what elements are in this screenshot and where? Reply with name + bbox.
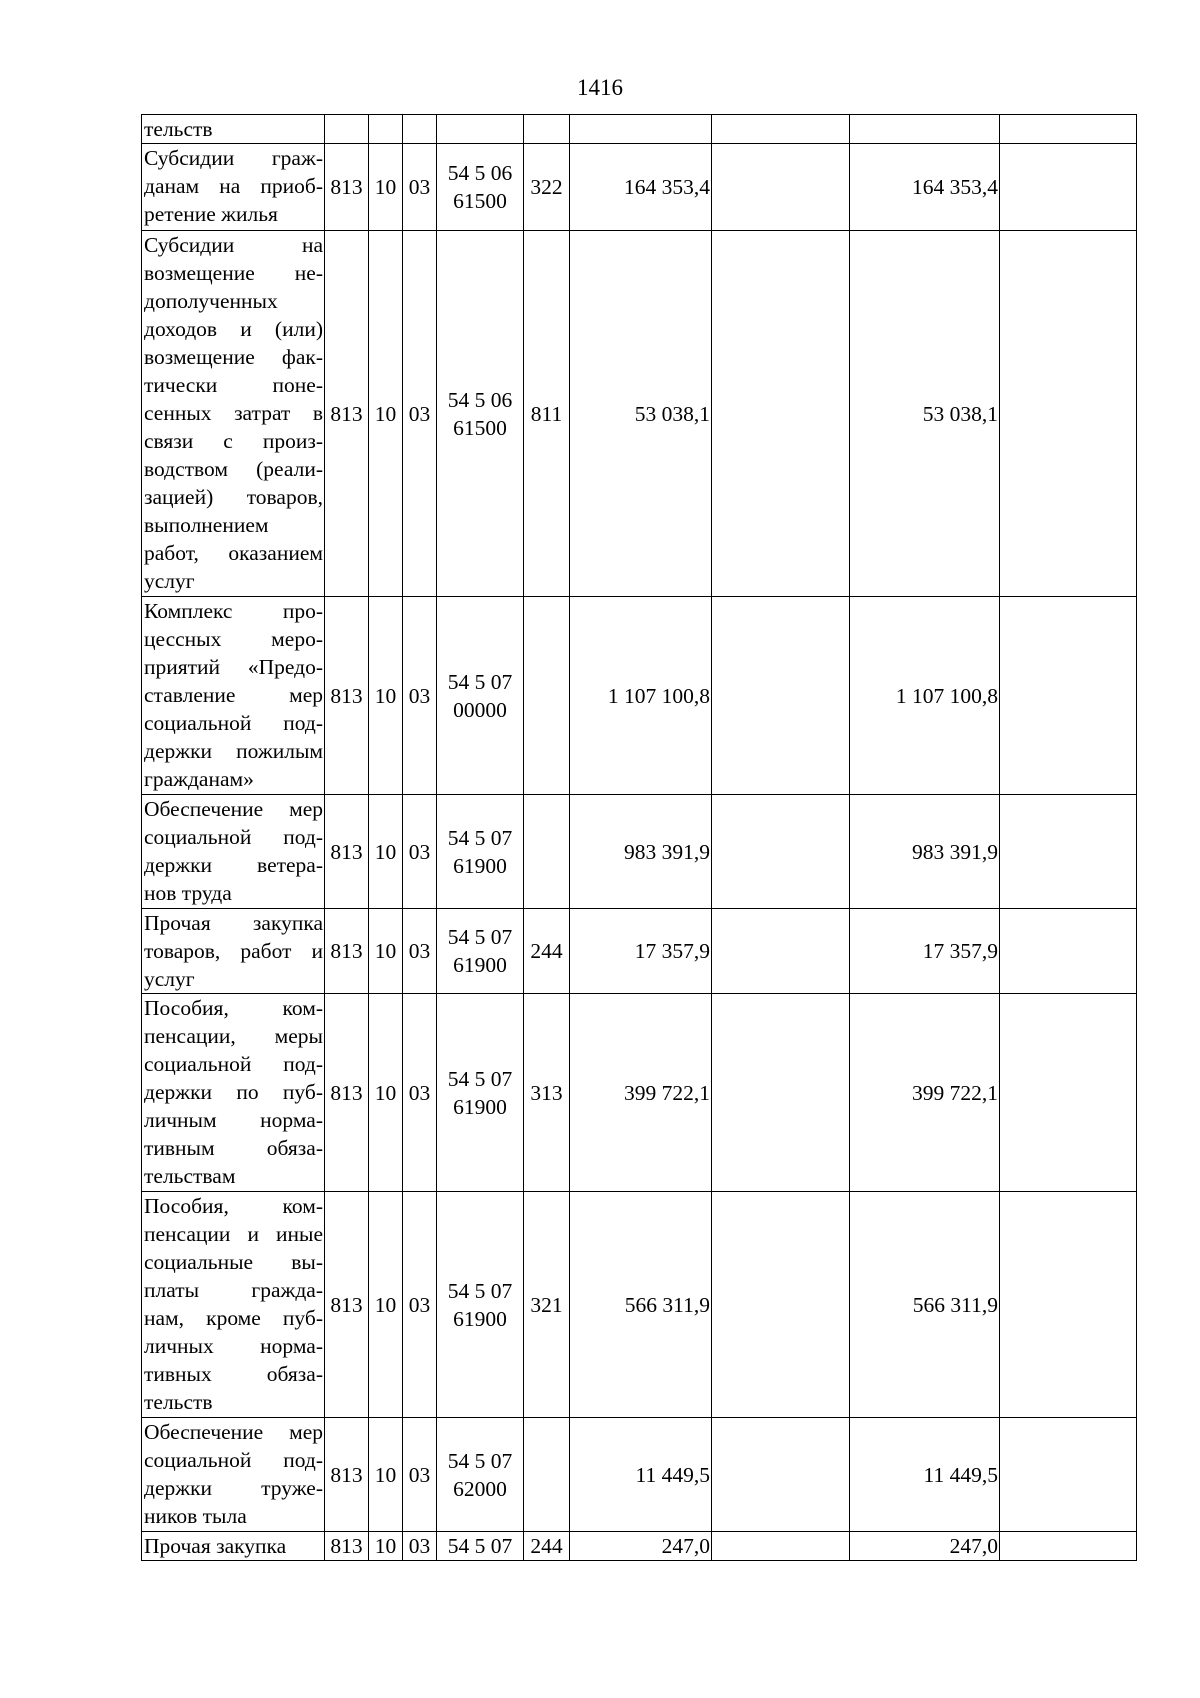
row-name-line: нам, кроме пуб- xyxy=(144,1306,323,1330)
row-amount3-cell: 247,0 xyxy=(850,1532,1000,1561)
row-amount2-cell xyxy=(712,597,850,795)
row-name-line: доходов и (или) xyxy=(144,317,323,341)
row-name-line: личных норма- xyxy=(144,1334,323,1358)
row-target-article-cell xyxy=(437,144,524,231)
row-amount2-cell xyxy=(712,144,850,231)
row-subsection-cell: 03 xyxy=(403,994,437,1192)
row-grbs-cell: 813 xyxy=(325,1418,369,1532)
row-amount3-cell: 17 357,9 xyxy=(850,909,1000,994)
row-name-line: нов труда xyxy=(144,881,232,905)
row-target-article-cell xyxy=(437,231,524,597)
row-amount2-cell xyxy=(712,1192,850,1418)
row-amount4-cell xyxy=(1000,795,1137,909)
row-section-cell: 10 xyxy=(369,144,403,231)
row-amount4-cell xyxy=(1000,115,1137,144)
row-name-line: дополученных xyxy=(144,289,278,313)
row-amount3-cell: 53 038,1 xyxy=(850,231,1000,597)
row-name-line: водством (реали- xyxy=(144,457,323,481)
row-amount1-cell: 11 449,5 xyxy=(570,1418,712,1532)
table-row xyxy=(142,909,1137,994)
row-name-line: Комплекс про- xyxy=(144,599,323,623)
row-amount1-cell: 53 038,1 xyxy=(570,231,712,597)
row-section-cell: 10 xyxy=(369,909,403,994)
row-name-line: платы гражда- xyxy=(144,1278,323,1302)
row-target-article-cell xyxy=(437,994,524,1192)
row-name-line: тельств xyxy=(144,117,213,141)
table-row xyxy=(142,1532,1137,1561)
row-name-line: держки по пуб- xyxy=(144,1080,323,1104)
row-name-cell xyxy=(142,115,325,144)
row-amount1-cell: 983 391,9 xyxy=(570,795,712,909)
row-name-cell xyxy=(142,909,325,994)
row-name-line: держки ветера- xyxy=(144,853,323,877)
row-target-article-cell xyxy=(437,115,524,144)
row-name-line: социальной под- xyxy=(144,1052,323,1076)
row-amount1-cell: 164 353,4 xyxy=(570,144,712,231)
row-amount2-cell xyxy=(712,1418,850,1532)
row-name-line: тивных обяза- xyxy=(144,1362,323,1386)
row-grbs-cell: 813 xyxy=(325,909,369,994)
row-name-line: тельствам xyxy=(144,1164,236,1188)
row-subsection-cell: 03 xyxy=(403,1418,437,1532)
row-amount4-cell xyxy=(1000,597,1137,795)
row-name-line: зацией) товаров, xyxy=(144,485,323,509)
row-name-line: Субсидии граж- xyxy=(144,146,323,170)
row-name-line: социальные вы- xyxy=(144,1250,323,1274)
row-name-cell xyxy=(142,795,325,909)
table-row xyxy=(142,144,1137,231)
row-target-article-line: 62000 xyxy=(453,1476,507,1501)
row-expense-type-cell xyxy=(524,115,570,144)
row-name-line: связи с произ- xyxy=(144,429,323,453)
row-expense-type-cell: 321 xyxy=(524,1192,570,1418)
row-amount4-cell xyxy=(1000,909,1137,994)
table-body xyxy=(142,115,1137,1561)
row-amount1-cell: 566 311,9 xyxy=(570,1192,712,1418)
row-name-line: сенных затрат в xyxy=(144,401,323,425)
row-target-article-line: 61900 xyxy=(453,1094,507,1119)
row-target-article-line: 54 5 07 xyxy=(447,825,513,850)
row-section-cell xyxy=(369,115,403,144)
row-target-article-line: 00000 xyxy=(453,697,507,722)
row-amount3-cell: 11 449,5 xyxy=(850,1418,1000,1532)
row-amount2-cell xyxy=(712,1532,850,1561)
row-grbs-cell: 813 xyxy=(325,597,369,795)
row-name-line: товаров, работ и xyxy=(144,939,323,963)
row-name-line: данам на приоб- xyxy=(144,174,323,198)
table-row xyxy=(142,1192,1137,1418)
row-target-article-line: 61500 xyxy=(453,189,507,213)
row-name-cell xyxy=(142,1192,325,1418)
row-name-line: Субсидии на xyxy=(144,233,323,257)
budget-table xyxy=(141,114,1137,1561)
row-name-line: работ, оказанием xyxy=(144,541,323,565)
row-target-article-line: 54 5 06 xyxy=(447,387,513,412)
row-grbs-cell: 813 xyxy=(325,1192,369,1418)
row-name-line: Обеспечение мер xyxy=(144,797,323,821)
row-name-line: социальной под- xyxy=(144,711,323,735)
row-amount3-cell xyxy=(850,115,1000,144)
row-subsection-cell: 03 xyxy=(403,144,437,231)
row-name-line: пенсации, меры xyxy=(144,1024,323,1048)
row-subsection-cell xyxy=(403,115,437,144)
row-target-article-line: 61500 xyxy=(453,415,507,440)
row-target-article-line: 54 5 07 xyxy=(447,669,513,694)
row-section-cell: 10 xyxy=(369,597,403,795)
row-amount4-cell xyxy=(1000,1418,1137,1532)
row-section-cell: 10 xyxy=(369,994,403,1192)
row-name-cell xyxy=(142,144,325,231)
table-row xyxy=(142,1418,1137,1532)
row-name-line: приятий «Предо- xyxy=(144,655,323,679)
row-name-line: услуг xyxy=(144,569,195,593)
row-section-cell: 10 xyxy=(369,1192,403,1418)
table-row xyxy=(142,994,1137,1192)
row-name-line: социальной под- xyxy=(144,825,323,849)
row-target-article-line: 54 5 07 xyxy=(447,925,513,949)
row-subsection-cell: 03 xyxy=(403,231,437,597)
row-name-line: гражданам» xyxy=(144,767,254,791)
row-subsection-cell: 03 xyxy=(403,795,437,909)
row-grbs-cell: 813 xyxy=(325,231,369,597)
row-expense-type-cell: 811 xyxy=(524,231,570,597)
row-subsection-cell: 03 xyxy=(403,1192,437,1418)
row-section-cell: 10 xyxy=(369,231,403,597)
row-amount1-cell: 1 107 100,8 xyxy=(570,597,712,795)
row-target-article-cell xyxy=(437,795,524,909)
row-name-line: цессных меро- xyxy=(144,627,323,651)
row-name-cell xyxy=(142,597,325,795)
row-amount3-cell: 983 391,9 xyxy=(850,795,1000,909)
row-target-article-cell xyxy=(437,597,524,795)
row-amount4-cell xyxy=(1000,144,1137,231)
row-amount1-cell: 399 722,1 xyxy=(570,994,712,1192)
row-subsection-cell: 03 xyxy=(403,1532,437,1561)
row-name-line: ников тыла xyxy=(144,1504,247,1528)
row-expense-type-cell: 244 xyxy=(524,1532,570,1561)
row-name-line: выполнением xyxy=(144,513,269,537)
row-amount4-cell xyxy=(1000,1192,1137,1418)
table-row xyxy=(142,115,1137,144)
row-target-article-cell xyxy=(437,1192,524,1418)
row-name-line: тивным обяза- xyxy=(144,1136,323,1160)
row-name-line: держки пожилым xyxy=(144,739,323,763)
row-amount2-cell xyxy=(712,994,850,1192)
row-name-line: Прочая закупка xyxy=(144,911,323,935)
row-grbs-cell: 813 xyxy=(325,144,369,231)
row-amount1-cell: 247,0 xyxy=(570,1532,712,1561)
row-name-line: возмещение фак- xyxy=(144,345,323,369)
row-expense-type-cell: 244 xyxy=(524,909,570,994)
row-name-line: Обеспечение мер xyxy=(144,1420,323,1444)
row-expense-type-cell xyxy=(524,1418,570,1532)
row-grbs-cell: 813 xyxy=(325,994,369,1192)
row-target-article-line: 54 5 07 xyxy=(447,1278,513,1303)
row-name-line: социальной под- xyxy=(144,1448,323,1472)
row-name-line: тически поне- xyxy=(144,373,323,397)
row-name-line: ставление мер xyxy=(144,683,323,707)
row-name-cell xyxy=(142,994,325,1192)
row-amount3-cell: 399 722,1 xyxy=(850,994,1000,1192)
row-amount4-cell xyxy=(1000,231,1137,597)
row-expense-type-cell: 313 xyxy=(524,994,570,1192)
row-amount1-cell: 17 357,9 xyxy=(570,909,712,994)
row-amount3-cell: 164 353,4 xyxy=(850,144,1000,231)
row-target-article-cell xyxy=(437,909,524,994)
row-target-article-line: 61900 xyxy=(453,953,507,977)
row-expense-type-cell xyxy=(524,795,570,909)
row-section-cell: 10 xyxy=(369,795,403,909)
row-amount4-cell xyxy=(1000,994,1137,1192)
table-row xyxy=(142,597,1137,795)
row-target-article-line: 54 5 07 xyxy=(447,1534,513,1558)
row-amount2-cell xyxy=(712,231,850,597)
row-target-article-cell xyxy=(437,1418,524,1532)
row-name-cell xyxy=(142,1532,325,1561)
row-name-line: Пособия, ком- xyxy=(144,1194,323,1218)
row-amount2-cell xyxy=(712,115,850,144)
row-amount1-cell xyxy=(570,115,712,144)
page-number: 1416 xyxy=(577,75,623,100)
row-grbs-cell: 813 xyxy=(325,795,369,909)
row-amount4-cell xyxy=(1000,1532,1137,1561)
row-target-article-line: 54 5 07 xyxy=(447,1448,513,1473)
row-target-article-cell xyxy=(437,1532,524,1561)
row-name-line: услуг xyxy=(144,967,195,991)
row-target-article-line: 61900 xyxy=(453,1306,507,1331)
row-target-article-line: 61900 xyxy=(453,853,507,878)
row-amount3-cell: 1 107 100,8 xyxy=(850,597,1000,795)
row-target-article-line: 54 5 06 xyxy=(447,161,513,185)
row-name-line: Прочая закупка xyxy=(144,1534,287,1558)
row-expense-type-cell: 322 xyxy=(524,144,570,231)
row-name-line: держки труже- xyxy=(144,1476,323,1500)
row-subsection-cell: 03 xyxy=(403,597,437,795)
table-row xyxy=(142,231,1137,597)
row-name-line: возмещение не- xyxy=(144,261,323,285)
row-name-line: личным норма- xyxy=(144,1108,323,1132)
row-amount2-cell xyxy=(712,909,850,994)
row-name-line: Пособия, ком- xyxy=(144,996,323,1020)
row-name-cell xyxy=(142,1418,325,1532)
row-amount3-cell: 566 311,9 xyxy=(850,1192,1000,1418)
row-subsection-cell: 03 xyxy=(403,909,437,994)
row-grbs-cell: 813 xyxy=(325,1532,369,1561)
row-expense-type-cell xyxy=(524,597,570,795)
row-name-line: пенсации и иные xyxy=(144,1222,323,1246)
table-row xyxy=(142,795,1137,909)
row-name-line: ретение жилья xyxy=(144,202,278,226)
row-target-article-line: 54 5 07 xyxy=(447,1066,513,1091)
row-section-cell: 10 xyxy=(369,1532,403,1561)
row-name-cell xyxy=(142,231,325,597)
row-grbs-cell xyxy=(325,115,369,144)
row-name-line: тельств xyxy=(144,1390,213,1414)
row-section-cell: 10 xyxy=(369,1418,403,1532)
row-amount2-cell xyxy=(712,795,850,909)
